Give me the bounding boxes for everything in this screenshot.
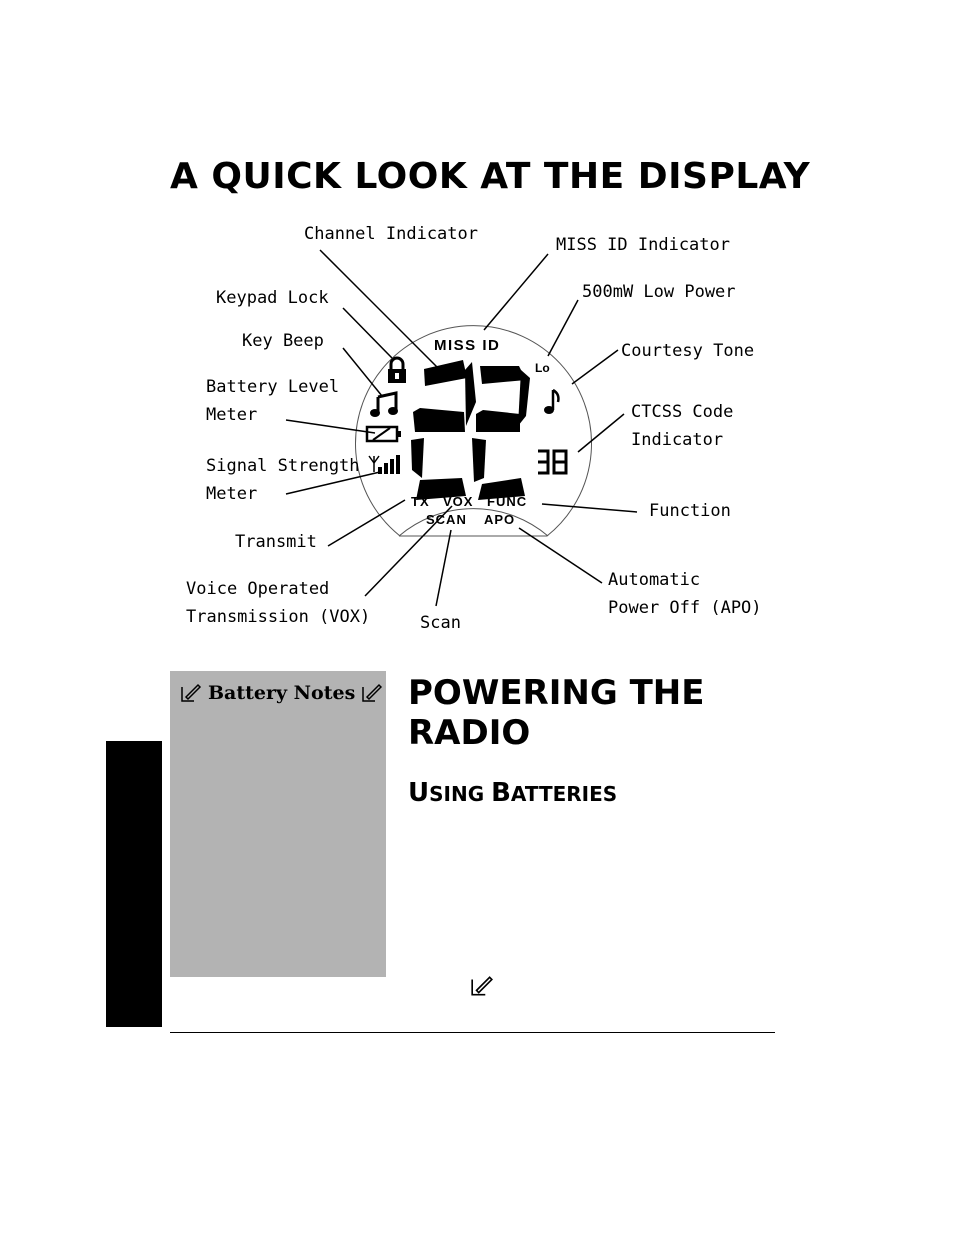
courtesy-tone-icon: [544, 390, 558, 414]
label-vox-line1: Voice Operated: [186, 579, 330, 599]
scan-segment: SCAN: [426, 512, 467, 527]
lo-segment: Lo: [535, 361, 550, 375]
section-heading: POWERING THE RADIO: [408, 673, 705, 753]
section-thumb-tab: [106, 741, 162, 1027]
page-title: A QUICK LOOK AT THE DISPLAY: [170, 156, 811, 197]
battery-notes-panel: [170, 671, 386, 977]
label-battery-level-line1: Battery Level: [206, 377, 340, 397]
note-pencil-icon: [180, 683, 202, 703]
label-keypad-lock: Keypad Lock: [216, 288, 329, 308]
lock-icon: [388, 358, 406, 383]
label-apo-line1: Automatic: [608, 570, 701, 590]
label-ctcss-line2: Indicator: [631, 430, 724, 450]
channel-digit-right: [472, 366, 530, 500]
vox-segment: VOX: [443, 494, 474, 509]
note-pencil-icon: [361, 683, 383, 703]
key-beep-icon: [370, 393, 398, 417]
label-miss-id-indicator: MISS ID Indicator: [556, 235, 730, 255]
ctcss-digits: [538, 451, 566, 473]
label-signal-strength-line2: Meter: [206, 484, 258, 504]
battery-icon: [367, 427, 401, 441]
label-signal-strength-line1: Signal Strength: [206, 456, 360, 476]
subsection-heading: USING BATTERIES: [408, 778, 618, 808]
label-function: Function: [649, 501, 731, 521]
func-segment: FUNC: [487, 494, 528, 509]
label-transmit: Transmit: [235, 532, 317, 552]
label-courtesy-tone: Courtesy Tone: [621, 341, 755, 361]
footer-rule: [170, 1032, 775, 1033]
battery-notes-title: Battery Notes: [208, 682, 356, 704]
label-low-power: 500mW Low Power: [582, 282, 736, 302]
signal-strength-icon: [369, 455, 400, 474]
label-vox-line2: Transmission (VOX): [186, 607, 371, 627]
note-pencil-icon: [470, 975, 494, 997]
battery-notes-header: [180, 682, 383, 704]
tx-segment: TX: [411, 494, 430, 509]
label-channel-indicator: Channel Indicator: [304, 224, 478, 244]
label-apo-line2: Power Off (APO): [608, 598, 762, 618]
channel-digit-left: [411, 360, 476, 500]
apo-segment: APO: [484, 512, 516, 527]
label-ctcss-line1: CTCSS Code: [631, 402, 734, 422]
label-key-beep: Key Beep: [242, 331, 324, 351]
label-battery-level-line2: Meter: [206, 405, 258, 425]
miss-id-segment: MISS ID: [434, 337, 501, 354]
label-scan: Scan: [420, 613, 461, 633]
